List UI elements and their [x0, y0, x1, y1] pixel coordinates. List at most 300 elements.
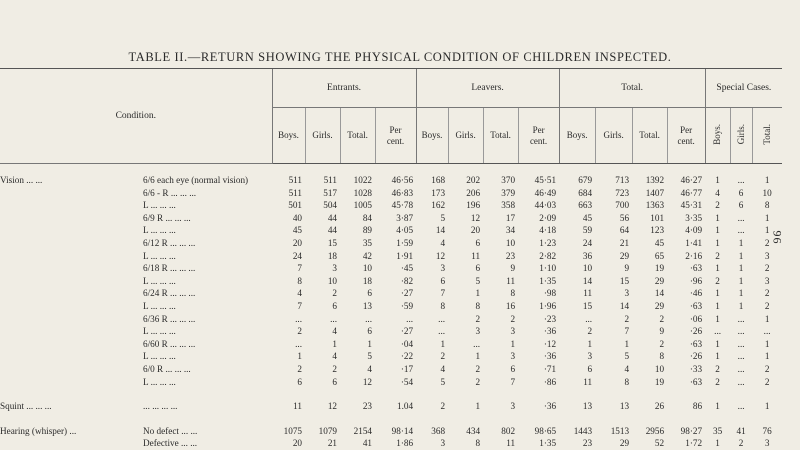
table-cell: 1 — [715, 212, 720, 223]
table-cell: 10 — [762, 187, 772, 198]
table-cell: ... — [737, 363, 745, 374]
table-cell: 1 — [715, 263, 720, 274]
table-cell: 10 — [582, 263, 593, 274]
table-cell: 20 — [292, 438, 303, 449]
table-cell: ... — [737, 225, 745, 236]
table-row — [0, 187, 782, 200]
table-cell: 379 — [501, 187, 516, 198]
col-header-boys: Boys. — [272, 108, 305, 164]
table-cell: 2 — [475, 363, 481, 374]
table-cell: 3 — [587, 351, 593, 362]
table-cell: ·04 — [400, 338, 414, 349]
table-cell: 1·10 — [539, 263, 557, 274]
header-entrants: Entrants. — [272, 69, 416, 108]
condition-label — [0, 237, 140, 250]
table-cell: 2 — [624, 313, 630, 324]
table-cell: 7 — [297, 263, 303, 274]
table-row — [0, 437, 782, 450]
spacer-row — [0, 413, 782, 425]
table-cell: 1 — [738, 300, 744, 311]
table-cell: 511 — [288, 187, 303, 198]
table-cell: 15 — [327, 237, 338, 248]
table-cell: ·98 — [543, 288, 557, 299]
table-cell: 20 — [470, 225, 481, 236]
table-cell: 713 — [615, 175, 630, 185]
condition-label: Hearing (whisper) ... — [0, 425, 77, 436]
table-cell: 1 — [367, 338, 373, 349]
table-cell: 1 — [715, 338, 720, 349]
table-row — [0, 174, 782, 187]
table-cell: 434 — [466, 425, 481, 436]
table-cell: ·86 — [543, 376, 557, 387]
table-cell: 1 — [764, 225, 770, 236]
table-cell: 1 — [738, 288, 744, 299]
table-cell: ... — [737, 212, 745, 223]
table-cell: 9 — [624, 263, 630, 274]
table-cell: 1.04 — [396, 401, 414, 412]
table-cell: 358 — [501, 200, 516, 211]
table-cell: 202 — [466, 175, 481, 185]
table-cell: 8 — [764, 200, 770, 211]
table-row — [0, 262, 782, 275]
condition-label — [0, 338, 140, 351]
table-cell: 98·14 — [391, 425, 414, 436]
condition-label — [0, 325, 140, 338]
table-cell: 2 — [475, 376, 481, 387]
table-cell: 4 — [367, 363, 373, 374]
table-cell: 11 — [471, 250, 481, 261]
table-cell: 1 — [715, 300, 720, 311]
table-cell: 6 — [738, 187, 744, 198]
condition-label — [0, 262, 140, 275]
table-row — [0, 338, 782, 351]
header-total: Total. — [559, 69, 705, 108]
table-cell: ·26 — [689, 326, 703, 337]
table-row — [0, 350, 782, 363]
table-row — [0, 300, 782, 313]
table-row — [0, 237, 782, 250]
table-cell: 84 — [362, 212, 373, 223]
table-title: TABLE II.—RETURN SHOWING THE PHYSICAL CONDITION OF CHILDREN INSPECTED. — [128, 50, 672, 64]
table-cell: 6 — [587, 363, 593, 374]
condition-sub-label: 6/0 R ... ... ... — [143, 363, 191, 374]
condition-label: Vision ... ... — [0, 175, 43, 185]
table-cell: 6 — [332, 300, 338, 311]
condition-sub-label: L ... ... ... — [143, 250, 176, 261]
table-cell: 24 — [582, 237, 593, 248]
table-cell: 1·96 — [539, 300, 557, 311]
table-cell: 1079 — [318, 425, 338, 436]
condition-sub-label: 6/9 R ... ... ... — [143, 212, 191, 223]
table-cell: 86 — [692, 401, 703, 412]
physical-condition-table — [0, 68, 782, 450]
table-cell: ·63 — [689, 263, 703, 274]
table-cell: ·06 — [689, 313, 703, 324]
col-header-girls: Girls. — [305, 108, 340, 164]
table-cell: 1 — [764, 401, 770, 412]
table-cell: 8 — [624, 376, 630, 387]
col-header-total: Total. — [632, 108, 667, 164]
table-cell: 1028 — [353, 187, 373, 198]
table-cell: 98·65 — [534, 425, 557, 436]
col-header-girls: Girls. — [595, 108, 632, 164]
table-cell: ... — [737, 351, 745, 362]
condition-sub-label: Defective ... ... — [143, 438, 198, 449]
table-cell: 3 — [510, 326, 516, 337]
table-cell: 89 — [362, 225, 373, 236]
table-cell: 4 — [440, 237, 446, 248]
table-cell: 368 — [431, 425, 446, 436]
table-cell: 2 — [764, 263, 770, 274]
table-cell: ·36 — [543, 326, 557, 337]
table-cell: 29 — [619, 250, 630, 261]
table-cell: 36 — [582, 250, 593, 261]
table-cell: 44·03 — [534, 200, 557, 211]
table-cell: 2 — [715, 250, 720, 261]
table-cell: ... — [737, 338, 745, 349]
table-cell: 12 — [470, 212, 481, 223]
table-cell: 2 — [764, 237, 770, 248]
table-cell: ·63 — [689, 338, 703, 349]
table-cell: 41 — [736, 425, 746, 436]
table-cell: 1 — [297, 351, 303, 362]
col-header-per-cent: Per cent. — [375, 108, 416, 164]
table-cell: 4 — [440, 363, 446, 374]
table-row — [0, 425, 782, 438]
col-header-total: Total. — [483, 108, 518, 164]
table-row — [0, 325, 782, 338]
table-cell: 8 — [475, 300, 481, 311]
table-cell: 1 — [715, 175, 720, 185]
condition-label — [0, 199, 140, 212]
table-cell: 2 — [715, 376, 720, 387]
col-header-boys: Boys. — [416, 108, 448, 164]
table-cell: ·71 — [543, 363, 557, 374]
table-cell: 1443 — [573, 425, 593, 436]
spacer-cell — [0, 388, 782, 400]
table-cell: 98·27 — [680, 425, 703, 436]
table-cell: 4 — [332, 351, 338, 362]
table-cell: 52 — [654, 438, 665, 449]
condition-label — [0, 437, 140, 450]
table-cell: ... — [473, 338, 481, 349]
table-cell: 35 — [713, 425, 723, 436]
table-cell: 45·51 — [534, 175, 557, 185]
table-cell: 4·18 — [539, 225, 557, 236]
table-cell: 2 — [764, 288, 770, 299]
table-cell: 723 — [615, 187, 630, 198]
table-cell: 1·86 — [396, 438, 414, 449]
table-cell: 1 — [764, 351, 770, 362]
table-cell: 6 — [738, 200, 744, 211]
table-body — [0, 164, 782, 450]
table-cell: 23 — [362, 401, 373, 412]
table-cell: 8 — [510, 288, 516, 299]
table-cell: 1 — [715, 401, 720, 412]
table-cell: 65 — [654, 250, 665, 261]
table-cell: 46·49 — [534, 187, 557, 198]
table-row — [0, 400, 782, 413]
table-cell: 1407 — [645, 187, 665, 198]
table-cell: 1 — [738, 237, 744, 248]
table-cell: 6 — [332, 376, 338, 387]
table-cell: 2 — [764, 376, 770, 387]
table-cell: 12 — [327, 401, 338, 412]
table-cell: 59 — [582, 225, 593, 236]
table-cell: 196 — [466, 200, 481, 211]
table-cell: 9 — [510, 263, 516, 274]
table-cell: 19 — [654, 263, 665, 274]
table-cell: 1·35 — [539, 438, 557, 449]
table-cell: ·45 — [400, 263, 414, 274]
table-cell: 46·56 — [391, 175, 414, 185]
table-cell: 11 — [506, 275, 516, 286]
condition-sub-label: ... ... ... ... — [143, 401, 178, 412]
col-header-girls: Girls. — [448, 108, 483, 164]
table-cell: 1 — [715, 313, 720, 324]
table-cell: 9 — [659, 326, 665, 337]
table-cell: 1·23 — [539, 237, 557, 248]
table-cell: 16 — [505, 300, 516, 311]
condition-label — [0, 224, 140, 237]
col-header-total: Total. — [752, 108, 782, 164]
condition-label — [0, 313, 140, 326]
table-cell: 2 — [715, 200, 720, 211]
condition-label — [0, 350, 140, 363]
table-cell: ·27 — [400, 288, 414, 299]
table-row — [0, 275, 782, 288]
table-cell: 1·59 — [396, 237, 414, 248]
table-cell: 46·27 — [680, 175, 703, 185]
table-cell: 21 — [327, 438, 338, 449]
table-cell: 2·09 — [539, 212, 557, 223]
condition-label — [0, 187, 140, 200]
table-cell: 3 — [764, 250, 770, 261]
table-cell: 173 — [431, 187, 446, 198]
table-cell: 1 — [440, 338, 446, 349]
table-cell: 802 — [501, 425, 516, 436]
table-cell: 6 — [475, 237, 481, 248]
table-cell: 2 — [587, 326, 593, 337]
table-cell: 3 — [332, 263, 338, 274]
table-cell: 2·82 — [539, 250, 557, 261]
table-cell: 1 — [715, 288, 720, 299]
table-cell: 3·35 — [685, 212, 703, 223]
table-cell: 2 — [764, 300, 770, 311]
spacer-cell — [0, 413, 782, 425]
table-cell: 517 — [323, 187, 338, 198]
table-row — [0, 250, 782, 263]
condition-sub-label: 6/18 R ... ... ... — [143, 263, 196, 274]
table-cell: 46·83 — [391, 187, 414, 198]
table-cell: 2 — [659, 313, 665, 324]
table-cell: 29 — [654, 300, 665, 311]
table-cell: 8 — [659, 351, 665, 362]
table-cell: 44 — [327, 212, 338, 223]
condition-sub-label: L ... ... ... — [143, 351, 176, 362]
table-cell: 10 — [654, 363, 665, 374]
table-cell: ·17 — [400, 363, 414, 374]
table-cell: 11 — [293, 401, 303, 412]
table-row — [0, 199, 782, 212]
table-cell: 4 — [332, 326, 338, 337]
table-cell: 26 — [654, 401, 665, 412]
table-cell: 2 — [738, 438, 744, 449]
table-cell: 2 — [475, 313, 481, 324]
table-cell: 3 — [440, 438, 446, 449]
col-header-per-cent: Per cent. — [667, 108, 705, 164]
table-cell: 4 — [624, 363, 630, 374]
table-cell: 3 — [764, 275, 770, 286]
spacer-cell — [0, 164, 782, 175]
table-cell: ... — [438, 326, 446, 337]
table-cell: 19 — [654, 376, 665, 387]
header-leavers: Leavers. — [416, 69, 559, 108]
table-cell: 12 — [435, 250, 446, 261]
table-cell: 1363 — [645, 200, 665, 211]
table-cell: 24 — [292, 250, 303, 261]
table-cell: 6 — [367, 326, 373, 337]
table-cell: 10 — [362, 263, 373, 274]
condition-sub-label: L ... ... ... — [143, 326, 176, 337]
table-cell: ·63 — [689, 376, 703, 387]
table-cell: 679 — [578, 175, 593, 185]
table-cell: 18 — [327, 250, 338, 261]
table-cell: 35 — [362, 237, 373, 248]
table-cell: ·36 — [543, 401, 557, 412]
table-cell: 1 — [475, 401, 481, 412]
table-cell: 45 — [582, 212, 593, 223]
table-cell: 76 — [762, 425, 772, 436]
table-cell: ... — [438, 313, 446, 324]
table-cell: 1 — [738, 263, 744, 274]
table-cell: 6 — [440, 275, 446, 286]
table-cell: 2956 — [645, 425, 665, 436]
table-cell: 7 — [440, 288, 446, 299]
header-special-cases: Special Cases. — [705, 69, 782, 108]
table-cell: ·23 — [543, 313, 557, 324]
table-cell: 1 — [738, 250, 744, 261]
table-cell: ·33 — [689, 363, 703, 374]
table-cell: 2 — [659, 338, 665, 349]
table-cell: ... — [406, 313, 414, 324]
table-cell: ... — [330, 313, 338, 324]
condition-label — [0, 287, 140, 300]
table-cell: 46·77 — [680, 187, 703, 198]
table-cell: 123 — [650, 225, 665, 236]
table-row — [0, 376, 782, 389]
page-number: 96 — [770, 230, 785, 245]
condition-sub-label: 6/36 R ... ... ... — [143, 313, 196, 324]
table-cell: 40 — [292, 212, 303, 223]
table-cell: 56 — [619, 212, 630, 223]
table-cell: 3 — [440, 263, 446, 274]
table-cell: ·36 — [543, 351, 557, 362]
table-cell: 45 — [654, 237, 665, 248]
table-cell: 15 — [619, 275, 630, 286]
table-cell: ·46 — [689, 288, 703, 299]
table-cell: 1 — [587, 338, 593, 349]
table-cell: 1392 — [645, 175, 665, 185]
table-cell: ... — [585, 313, 593, 324]
table-cell: 45·31 — [680, 200, 703, 211]
condition-sub-label: 6/60 R ... ... ... — [143, 338, 196, 349]
spacer-row — [0, 164, 782, 175]
table-row — [0, 212, 782, 225]
table-cell: 7 — [624, 326, 630, 337]
table-cell: 23 — [505, 250, 516, 261]
table-row — [0, 313, 782, 326]
table-cell: 1 — [475, 288, 481, 299]
table-cell: 1 — [624, 338, 630, 349]
table-cell: 13 — [362, 300, 373, 311]
table-cell: 15 — [582, 300, 593, 311]
table-cell: 8 — [475, 438, 481, 449]
table-cell: 11 — [583, 376, 593, 387]
table-cell: ... — [365, 313, 373, 324]
table-cell: ·54 — [400, 376, 414, 387]
table-cell: ... — [763, 326, 771, 337]
table-cell: 1·41 — [685, 237, 703, 248]
table-cell: 1·91 — [396, 250, 414, 261]
table-cell: 4 — [715, 187, 720, 198]
table-cell: 5 — [624, 351, 630, 362]
table-cell: 1075 — [283, 425, 303, 436]
table-cell: 7 — [297, 300, 303, 311]
table-cell: 168 — [431, 175, 446, 185]
condition-sub-label: L ... ... ... — [143, 200, 176, 211]
table-cell: 1022 — [353, 175, 373, 185]
table-cell: 4 — [297, 288, 303, 299]
condition-label — [0, 212, 140, 225]
table-row — [0, 363, 782, 376]
table-cell: 700 — [615, 200, 630, 211]
table-cell: 21 — [619, 237, 630, 248]
table-cell: 4·09 — [685, 225, 703, 236]
table-cell: ·96 — [689, 275, 703, 286]
table-cell: 3·87 — [396, 212, 414, 223]
table-cell: 41 — [362, 438, 373, 449]
table-cell: ·26 — [689, 351, 703, 362]
table-cell: ... — [737, 313, 745, 324]
table-cell: 1005 — [353, 200, 373, 211]
table-cell: ·82 — [400, 275, 414, 286]
header-row-groups — [0, 69, 782, 108]
table-cell: 1 — [764, 313, 770, 324]
table-cell: 1 — [475, 351, 481, 362]
table-cell: 34 — [505, 225, 516, 236]
col-header-boys: Boys. — [559, 108, 595, 164]
table-cell: 14 — [654, 288, 665, 299]
table-cell: 2 — [510, 313, 516, 324]
table-cell: 370 — [501, 175, 516, 185]
table-cell: 6 — [297, 376, 303, 387]
table-cell: 1 — [764, 175, 770, 185]
table-cell: 3 — [624, 288, 630, 299]
condition-sub-label: L ... ... ... — [143, 376, 176, 387]
condition-label — [0, 376, 140, 389]
table-cell: 45·78 — [391, 200, 414, 211]
table-cell: 10 — [505, 237, 516, 248]
table-cell: 684 — [578, 187, 593, 198]
table-cell: ·27 — [400, 326, 414, 337]
table-cell: 2 — [440, 351, 446, 362]
table-cell: 3 — [475, 326, 481, 337]
table-cell: 5 — [440, 212, 446, 223]
table-cell: ·63 — [689, 300, 703, 311]
col-header-per-cent: Per cent. — [518, 108, 559, 164]
table-row — [0, 287, 782, 300]
